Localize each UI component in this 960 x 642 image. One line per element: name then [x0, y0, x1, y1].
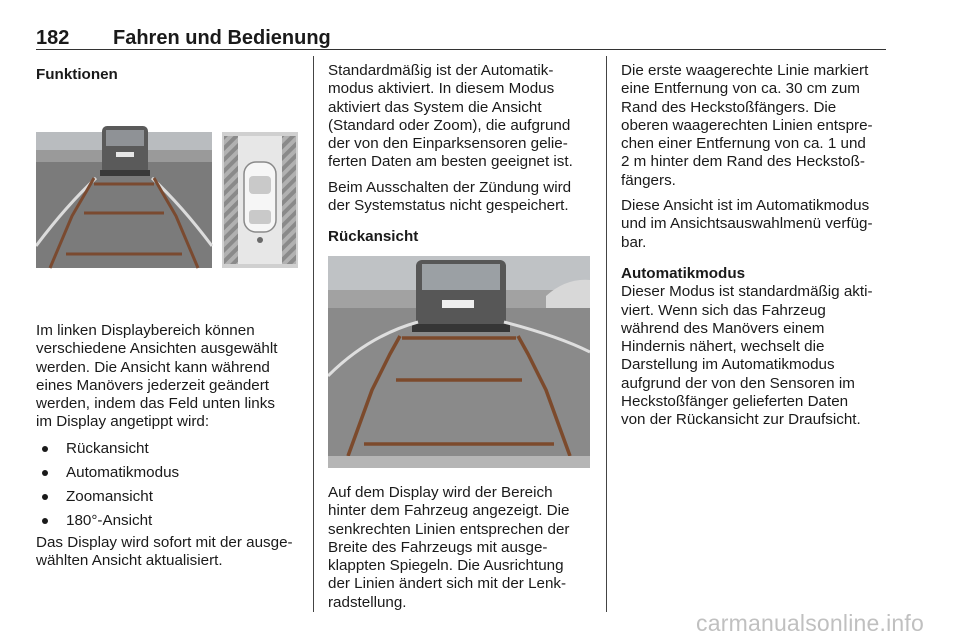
text-line: Hindernis nähert, wechselt die: [621, 338, 825, 356]
paragraph: [328, 179, 590, 216]
text-line: Auf dem Display wird der Bereich: [328, 484, 553, 501]
paragraph: [621, 283, 889, 429]
text-line: chen einer Entfernung von ca. 1 und: [621, 135, 866, 153]
bullet-dot: [42, 446, 48, 452]
text-line: Standardmäßig ist der Automatik-: [328, 62, 554, 79]
column-2-bottom-text: [328, 484, 590, 612]
heading-automatikmodus: Automatikmodus: [621, 264, 746, 282]
chapter-title: Fahren und Bedienung: [113, 27, 331, 49]
text-line: (Standard oder Zoom), die aufgrund: [328, 116, 571, 134]
text-line: eine Entfernung von ca. 30 cm zum: [621, 80, 860, 98]
text-line: Beim Ausschalten der Zündung wird: [328, 178, 572, 196]
text-line: der Systemstatus nicht gespeichert.: [328, 197, 569, 215]
column-3-text: [621, 62, 889, 430]
list-item-label: Automatikmodus: [66, 463, 180, 481]
text-line: während des Manövers einem: [621, 319, 825, 337]
section-heading-funktionen: Funktionen: [36, 66, 118, 83]
list-item: [36, 509, 298, 533]
text-line: der Linien ändert sich mit der Lenk-: [328, 575, 567, 593]
text-line: ferten Daten am besten geeignet ist.: [328, 153, 573, 171]
column-1-text: [36, 322, 298, 570]
text-line: Diese Ansicht ist im Automatikmodus: [621, 197, 870, 215]
view-options-list: [36, 437, 298, 533]
list-item: [36, 437, 298, 461]
column-divider-right: [606, 56, 607, 612]
intro-paragraph: [36, 322, 298, 432]
rear-view-illustration: [328, 256, 590, 468]
outro-paragraph: [36, 534, 298, 571]
column-2-text: [328, 62, 590, 247]
text-line: viert. Wenn sich das Fahrzeug: [621, 301, 826, 319]
text-line: Breite des Fahrzeugs mit ausge-: [328, 538, 548, 556]
text-line: fängers.: [621, 171, 676, 189]
figure-rear-view: [328, 256, 590, 468]
column-divider-left: [313, 56, 314, 612]
list-item-label: Rückansicht: [66, 439, 149, 457]
bullet-dot: [42, 494, 48, 500]
paragraph: [621, 62, 889, 190]
paragraph: [621, 197, 889, 252]
intro-line: werden. Die Ansicht kann während: [36, 358, 270, 376]
text-line: oberen waagerechten Linien entspre-: [621, 116, 873, 134]
text-line: Rand des Heckstoßfängers. Die: [621, 98, 837, 116]
top-down-view: [222, 132, 298, 268]
intro-line: im Display angetippt wird:: [36, 413, 210, 431]
text-line: und im Ansichtsauswahlmenü verfüg-: [621, 215, 873, 233]
list-item-label: 180°-Ansicht: [66, 511, 153, 529]
list-item-label: Zoomansicht: [66, 487, 153, 505]
bullet-dot: [42, 470, 48, 476]
header-rule: [36, 49, 886, 50]
text-line: aktiviert das System die Ansicht: [328, 98, 542, 116]
paragraph: [328, 62, 590, 172]
intro-line: eines Manövers jederzeit geändert: [36, 376, 270, 394]
text-line: bar.: [621, 233, 647, 251]
page-number: 182: [36, 27, 70, 49]
bullet-dot: [42, 518, 48, 524]
list-item: [36, 461, 298, 485]
text-line: aufgrund der von den Sensoren im: [621, 374, 855, 392]
text-line: Heckstoßfänger gelieferten Daten: [621, 393, 849, 411]
rear-camera-view: [36, 126, 212, 268]
outro-line: Das Display wird sofort mit der ausge-: [36, 533, 293, 551]
text-line: Darstellung im Automatikmodus: [621, 356, 835, 374]
text-line: klappten Spiegeln. Die Ausrichtung: [328, 557, 564, 575]
outro-line: wählten Ansicht aktualisiert.: [36, 552, 223, 570]
text-line: hinter dem Fahrzeug angezeigt. Die: [328, 502, 570, 520]
text-line: 2 m hinter dem Rand des Heckstoß-: [621, 153, 865, 171]
intro-line: Im linken Displaybereich können: [36, 322, 255, 339]
text-line: radstellung.: [328, 593, 407, 611]
list-item: [36, 485, 298, 509]
heading-rueckansicht: Rückansicht: [328, 228, 419, 246]
split-view-illustration: [36, 96, 298, 304]
figure-display-split-view: [36, 96, 298, 304]
text-line: senkrechten Linien entsprechen der: [328, 520, 570, 538]
text-line: Die erste waagerechte Linie markiert: [621, 62, 869, 79]
text-line: von der Rückansicht zur Draufsicht.: [621, 411, 861, 429]
paragraph: [328, 484, 590, 612]
text-line: der von den Einparksensoren gelie-: [328, 135, 568, 153]
intro-line: verschiedene Ansichten ausgewählt: [36, 340, 278, 358]
intro-line: werden, indem das Feld unten links: [36, 395, 275, 413]
watermark: carmanualsonline.info: [696, 610, 924, 636]
page-header: [36, 27, 886, 49]
text-line: Dieser Modus ist standardmäßig akti-: [621, 283, 873, 301]
text-line: modus aktiviert. In diesem Modus: [328, 80, 555, 98]
